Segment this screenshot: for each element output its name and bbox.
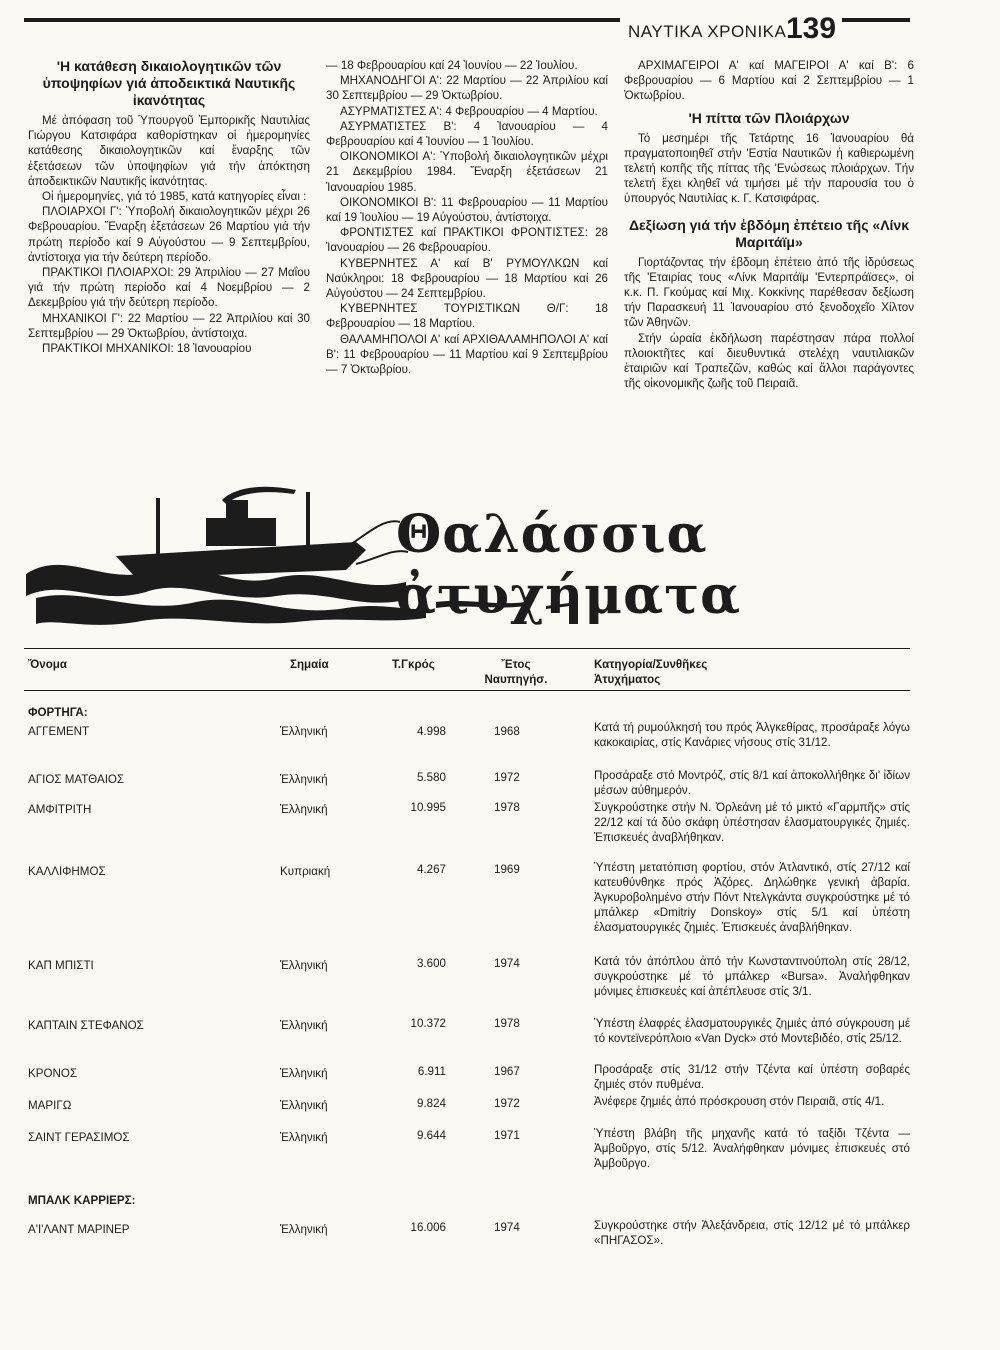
- vessel-year: 1978: [494, 1017, 520, 1030]
- incident-description: Συγκρούστηκε στήν Ν. Ὀρλεάνη μέ τό μικτό «Γαρμπῆς» στίς 22/12 καί τά δύο σκάφη ὑπέστησαν ἐλασματουργικές ζημιές. Ἐπισκευές ἀναβλήθηκαν.: [594, 801, 910, 844]
- vessel-grt: 6.911: [417, 1065, 446, 1078]
- page-number: 139: [786, 12, 837, 45]
- vessel-grt: 9.824: [416, 1097, 446, 1110]
- incident-description: Ὑπέστη ἐλαφρές ἐλασματουργικές ζημιές ἀπό σύγκρουση μέ τό κοντεϊνερόπλοιο «Van Dyck» στό Μοντεβιδέο, στίς 25/12.: [594, 1017, 910, 1045]
- vessel-year: 1972: [494, 1097, 520, 1110]
- vessel-year: 1971: [494, 1129, 520, 1142]
- col1-paragraph: ΜΗΧΑΝΙΚΟΙ Γ': 22 Μαρτίου — 22 Ἀπριλίου καί 30 Σεπτεμβρίου — 29 Ὀκτωβρίου, ἀντίστοιχα.: [28, 311, 310, 340]
- col2-paragraph: ΟΙΚΟΝΟΜΙΚΟΙ Α': Ὑποβολή δικαιολογητικῶν μέχρι 21 Δεκεμβρίου 1984. Ἔναρξη ἐξετάσεων 21 Ἰανουαρίου 1985.: [326, 150, 608, 194]
- col1-paragraph: ΠΡΑΚΤΙΚΟΙ ΜΗΧΑΝΙΚΟΙ: 18 Ἰανουαρίου: [42, 342, 252, 356]
- vessel-grt: 10.995: [410, 801, 446, 814]
- incident-description: Ἀνέφερε ζημιές ἀπό πρόσκρουση στόν Πειραιᾶ, στίς 4/1.: [594, 1095, 885, 1108]
- vessel-name: ΑΓΓΕΜΕΝΤ: [28, 725, 90, 738]
- header-rule-left: [24, 18, 620, 22]
- vessel-flag: Ἑλληνική: [280, 1099, 328, 1112]
- col3-paragraph: Τό μεσημέρι τῆς Τετάρτης 16 Ἰανουαρίου θά πραγματοποιηθεῖ στήν 'Εστία Ναυτικῶν ἡ καθιερωμένη τελετή κοπῆς τῆς πίττας τῆς 'Ενώσεως πλοιάρχων. Τήν τελετή ἔχει κληθεῖ νά τιμήσει μέ τήν παρουσία του ὁ ὑπουργός Ναυτιλίας κ. Γ. Κατσιφάρας.: [624, 131, 914, 206]
- col3-paragraph: Στήν ὡραία ἐκδήλωση παρέστησαν πάρα πολλοί πλοιοκτῆτες καί διευθυντικά στελέχη ναυτιλιακῶν ἑταιριῶν καί Τραπεζῶν, καθώς καί ἄλλοι παράγοντες τῆς οἰκονομικῆς ζωῆς τοῦ Πειραιᾶ.: [624, 331, 914, 391]
- incident-description: Προσάραξε στίς 31/12 στήν Τζέντα καί ὑπέστη σοβαρές ζημιές στόν πυθμένα.: [594, 1063, 910, 1091]
- category-header-line1: Κατηγορία/Συνθῆκες: [594, 658, 708, 671]
- incident-description: Ὑπέστη μετατόπιση φορτίου, στόν Ἀτλαντικό, στίς 27/12 καί κατευθύνθηκε πρός Ἀζόρες. Δηλώθηκε γενική ἀβαρία. Ἀγκυροβολημένο στήν Πόντ Ντελγκάντα συγκρούστηκε μέ τό μπάλκερ «Dmitriy Donskoy» στίς 5/1 καί ὑπέστη ἐλασματουργικές ζημιές. Ἐπισκευές ἀναβλήθηκαν.: [594, 861, 910, 934]
- vessel-year: 1968: [494, 725, 520, 738]
- section-title: Θαλάσσια ἀτυχήματα: [396, 504, 742, 626]
- vessel-grt: 16.006: [410, 1221, 446, 1234]
- vessel-year: 1972: [494, 771, 520, 784]
- vessel-grt: 9.644: [416, 1129, 446, 1142]
- vessel-flag: Ἑλληνική: [280, 1223, 328, 1236]
- vessel-flag: Ἑλληνική: [280, 1131, 328, 1144]
- vessel-name: ΑΜΦΙΤΡΙΤΗ: [28, 803, 92, 816]
- vessel-name: ΚΑΠ ΜΠΙΣΤΙ: [28, 959, 94, 972]
- incident-description: Ὑπέστη βλάβη τῆς μηχανῆς κατά τό ταξίδι Τζέντα — Ἀμβοῦργο, στίς 5/12. Ἀναλήφθηκαν μόνιμες ἐπισκευές στό Ἀμβοῦργο.: [594, 1127, 910, 1170]
- article-heading-link-maritime: Δεξίωση γιά τήν ἑβδόμη ἐπέτειο τῆς «Λίνκ Μαριτάϊμ»: [628, 216, 910, 250]
- article-column-1: [28, 58, 310, 356]
- vessel-flag: Ἑλληνική: [280, 959, 328, 972]
- col2-paragraph: ΑΣΥΡΜΑΤΙΣΤΕΣ Β': 4 Ἰανουαρίου — 4 Φεβρουαρίου καί 4 Ἰουνίου — 1 Ἰουλίου.: [326, 119, 608, 149]
- vessel-name: ΑΓΙΟΣ ΜΑΤΘΑΙΟΣ: [28, 773, 125, 786]
- col2-paragraph: ΘΑΛΑΜΗΠΟΛΟΙ Α' καί ΑΡΧΙΘΑΛΑΜΗΠΟΛΟΙ Α' καί Β': 11 Φεβρουαρίου — 11 Μαρτίου καί 9 Σεπτεμβρίου — 7 Ὀκτωβρίου.: [326, 332, 608, 377]
- vessel-grt: 3.600: [416, 957, 446, 970]
- table-top-rule: [24, 648, 910, 649]
- vessel-grt: 5.580: [416, 771, 446, 784]
- col2-paragraph: ΚΥΒΕΡΝΗΤΕΣ ΤΟΥΡΙΣΤΙΚΩΝ Θ/Γ: 18 Φεβρουαρίου — 18 Μαρτίου.: [326, 302, 608, 331]
- vessel-flag: Ἑλληνική: [280, 725, 328, 738]
- vessel-year: 1974: [494, 957, 520, 970]
- col2-paragraph: ΟΙΚΟΝΟΜΙΚΟΙ Β': 11 Φεβρουαρίου — 11 Μαρτίου καί 19 Ἰουλίου — 19 Αὐγούστου, ἀντίστοιχα.: [326, 195, 608, 225]
- header-rule-right: [842, 18, 910, 22]
- ship-silhouette: [116, 487, 366, 578]
- column-header-category: [594, 657, 707, 687]
- vessel-flag: Ἑλληνική: [280, 1019, 328, 1032]
- col2-paragraph: ΑΣΥΡΜΑΤΙΣΤΕΣ Α': 4 Φεβρουαρίου — 4 Μαρτίου.: [340, 104, 598, 118]
- magazine-title: ΝΑΥΤΙΚΑ ΧΡΟΝΙΚΑ: [628, 22, 787, 41]
- vessel-grt: 4.998: [416, 725, 446, 738]
- vessel-flag: Κυπριακή: [280, 865, 331, 878]
- vessel-name: ΜΑΡΙΓΩ: [28, 1099, 72, 1112]
- vessel-name: ΚΑΠΤΑΙΝ ΣΤΕΦΑΝΟΣ: [28, 1019, 144, 1032]
- column-header-name: Ὄνομα: [28, 658, 68, 671]
- col1-paragraph: Οἱ ἡμερομηνίες, γιά τό 1985, κατά κατηγορίες εἶναι :: [42, 190, 307, 204]
- vessel-flag: Ἑλληνική: [280, 1067, 328, 1080]
- year-header-line1: Ἔτος: [501, 658, 531, 671]
- category-header-line2: Ἀτυχήματος: [594, 673, 661, 686]
- group-label-bulk-carriers: ΜΠΑΛΚ ΚΑΡΡΙΕΡΣ:: [28, 1194, 136, 1207]
- vessel-grt: 4.267: [416, 863, 446, 876]
- incident-description: Κατά τή ρυμούλκησή του πρός Ἀλγκεθίρας, προσάραξε λόγω κακοκαιρίας, στίς Κανάριες νήσους στίς 31/12.: [594, 721, 910, 749]
- incident-description: Συγκρούστηκε στήν Ἀλεξάνδρεια, στίς 12/12 μέ τό μπάλκερ «ΠΗΓΑΣΟΣ».: [594, 1219, 910, 1247]
- col1-paragraph: ΠΛΟΙΑΡΧΟΙ Γ': Ὑποβολή δικαιολογητικῶν μέχρι 26 Φεβρουαρίου. Ἔναρξη ἐξετάσεων 26 Μαρτίου γιά τήν πρώτη περίοδο καί 9 Αὐγούστου — 9 Σεπτεμβρίου, ἀντίστοιχα για τήν δεύτερη περίοδο.: [28, 205, 310, 264]
- incident-description: Προσάραξε στό Μοντρόζ, στίς 8/1 καί ἀποκολλήθηκε δι' ἰδίων μέσων αὐθημερόν.: [594, 769, 910, 797]
- col3-intro: ΑΡΧΙΜΑΓΕΙΡΟΙ Α' καί ΜΑΓΕΙΡΟΙ Α' καί Β': 6 Φεβρουαρίου — 6 Μαρτίου καί 2 Σεπτεμβρίου — 1 Ὀκτωβρίου.: [624, 59, 914, 103]
- incident-description: Κατά τόν ἀπόπλου ἀπό τήν Κωνσταντινούπολη στίς 28/12, συγκρούστηκε μέ τό μπάλκερ «Bursa». Ἀναλήφθηκαν μόνιμες ἐπισκευές καί ἀπέπλευσε στίς 3/1.: [594, 955, 910, 998]
- vessel-year: 1967: [494, 1065, 520, 1078]
- col2-paragraph: ΜΗΧΑΝΟΔΗΓΟΙ Α': 22 Μαρτίου — 22 Ἀπριλίου καί 30 Σεπτεμβρίου — 29 Ὀκτωβρίου.: [326, 74, 608, 103]
- column-header-year: [480, 657, 552, 687]
- vessel-name: ΚΑΛΛΙΦΗΜΟΣ: [28, 865, 106, 878]
- vessel-year: 1969: [494, 863, 520, 876]
- article-heading-certificates: 'Η κατάθεση δικαιολογητικῶν τῶν ὑποψηφίων γιά ἀποδεικτικά Ναυτικῆς ἰκανότητας: [42, 58, 296, 108]
- col2-paragraph: ΦΡΟΝΤΙΣΤΕΣ καί ΠΡΑΚΤΙΚΟΙ ΦΡΟΝΤΙΣΤΕΣ: 28 Ἰανουαρίου — 26 Φεβρουαρίου.: [326, 226, 608, 255]
- col1-paragraph: ΠΡΑΚΤΙΚΟΙ ΠΛΟΙΑΡΧΟΙ: 29 Ἀπριλίου — 27 Μαΐου γιά τήν πρώτη περίοδο καί 4 Νοεμβρίου — 2 Δεκεμβρίου γιά τήν δεύτερη περίοδο.: [28, 266, 310, 310]
- col2-paragraph: ΚΥΒΕΡΝΗΤΕΣ Α' καί Β' ΡΥΜΟΥΛΚΩΝ καί Ναύκληροι: 18 Φεβρουαρίου — 18 Μαρτίου καί 26 Αὐγούστου — 24 Σεπτεμβρίου.: [326, 256, 608, 301]
- article-column-3: [624, 58, 914, 391]
- vessel-name: Α'Ι'ΛΑΝΤ ΜΑΡΙΝΕΡ: [28, 1223, 130, 1236]
- column-header-flag: Σημαία: [290, 658, 329, 671]
- col1-paragraph: Μέ ἀπόφαση τοῦ Ὑπουργοῦ Ἐμπορικῆς Ναυτιλίας Γιώργου Κατσιφάρα καθορίστηκαν οἱ ἡμερομηνίες κατάθεσης δικαιολογητικῶν καί ἔναρξης τῶν ἐξετάσεων τῶν ὑποψηφίων γιά τήν ἀπόκτηση ἀποδεικτικῶν Ναυτικῆς ἰκανότητας.: [28, 114, 310, 188]
- table-header-rule: [24, 690, 910, 691]
- vessel-year: 1974: [494, 1221, 520, 1234]
- article-column-2: [326, 58, 608, 377]
- group-label-cargo: ΦΟΡΤΗΓΑ:: [28, 706, 88, 719]
- vessel-year: 1978: [494, 801, 520, 814]
- col3-paragraph: Γιορτάζοντας τήν ἑβδομη ἐπέτειο ἀπό τῆς ἱδρύσεως τῆς 'Εταιρίας τους «Λίνκ Μαριτάϊμ 'Εντερπράϊσες», οἱ κ.κ. Π. Γκούμας καί Μιχ. Κοκκίνης παρέθεσαν δεξίωση τήν Παρασκευή 11 Ἰανουαρίου στό ξενοδοχεῖο Χίλτον τῶν Ἀθηνῶν.: [624, 255, 914, 330]
- article-heading-pitta: 'Η πίττα τῶν Πλοιάρχων: [688, 109, 850, 126]
- column-header-grt: Τ.Γκρός: [392, 658, 435, 671]
- vessel-name: ΣΑΙΝΤ ΓΕΡΑΣΙΜΟΣ: [28, 1131, 130, 1144]
- vessel-flag: Ἑλληνική: [280, 773, 328, 786]
- vessel-name: ΚΡΟΝΟΣ: [28, 1067, 78, 1080]
- vessel-grt: 10.372: [410, 1017, 446, 1030]
- vessel-flag: Ἑλληνική: [280, 803, 328, 816]
- col2-paragraph: — 18 Φεβρουαρίου καί 24 Ἰουνίου — 22 Ἰουλίου.: [326, 59, 578, 72]
- year-header-line2: Ναυπηγήσ.: [484, 673, 548, 686]
